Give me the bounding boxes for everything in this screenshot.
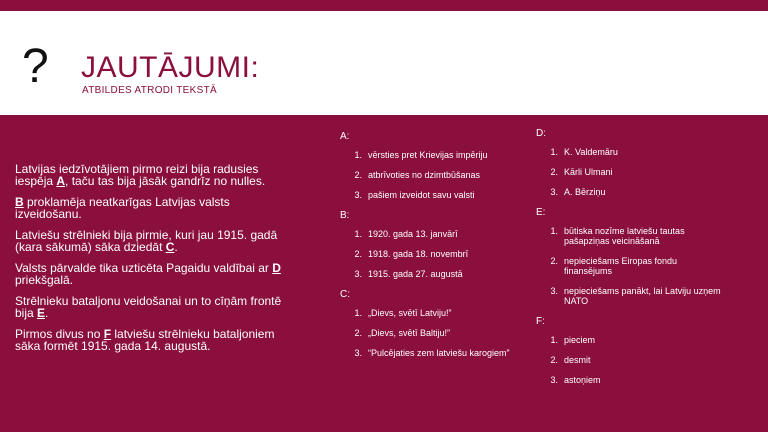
option-group-heading: D: [536, 128, 546, 139]
statement: B proklamēja neatkarīgas Latvijas valsts izveidošanu. [15, 195, 230, 221]
options-column-middle [340, 131, 520, 368]
option-item: 3. nepieciešams panākt, lai Latviju uzņem NATO [550, 286, 721, 306]
options-column-right [536, 128, 726, 395]
option-item: 1. K. Valdemāru [550, 147, 618, 157]
blank-letter: B [15, 195, 24, 209]
option-item: 1. 1920. gada 13. janvārī [354, 229, 458, 239]
statement: Pirmos divus no F latviešu strēlnieku bataljoniem sāka formēt 1915. gada 14. augustā. [15, 327, 275, 353]
blank-letter: D [272, 261, 281, 275]
statement: Valsts pārvalde tika uzticēta Pagaidu valdībai ar D priekšgalā. [15, 261, 281, 287]
option-item: 2. atbrīvoties no dzimtbūšanas [354, 170, 481, 180]
option-group-heading: C: [340, 289, 350, 300]
option-item: 2. Kārli Ulmani [550, 167, 613, 177]
slide-title: JAUTĀJUMI: [81, 51, 260, 84]
option-item: 3. 1915. gada 27. augustā [354, 269, 463, 279]
blank-letter: E [37, 306, 46, 320]
top-accent-band [0, 0, 768, 11]
option-item: 1. „Dievs, svētī Latviju!” [354, 308, 452, 318]
blank-letter: A [56, 174, 66, 188]
option-item: 2. desmit [550, 355, 591, 365]
option-item: 3. astoņiem [550, 375, 601, 385]
option-item: 3. pašiem izveidot savu valsti [354, 190, 475, 200]
statement: Latvijas iedzīvotājiem pirmo reizi bija radusies iespēja A, taču tas bija jāsāk gandrīz no nulles. [15, 162, 266, 188]
option-item: 3. “Pulcējaties zem latviešu karogiem” [354, 348, 510, 358]
option-item: 1. būtiska nozīme latviešu tautas pašapziņas veicināšanā [550, 226, 685, 246]
option-item: 1. pieciem [550, 335, 596, 345]
statement: Latviešu strēlnieki bija pirmie, kuri jau 1915. gadā (kara sākumā) sāka dziedāt C. [15, 228, 278, 254]
slide-subtitle: ATBILDES ATRODI TEKSTĀ [82, 85, 217, 96]
option-group-heading: E: [536, 207, 546, 218]
option-item: 3. A. Bērziņu [550, 187, 606, 197]
slide-header [0, 11, 768, 115]
question-mark-icon: ? [22, 40, 49, 93]
blank-letter: C [165, 240, 175, 254]
option-group-heading: B: [340, 210, 350, 221]
option-item: 2. 1918. gada 18. novembrī [354, 249, 469, 259]
blank-letter: F [103, 327, 112, 341]
option-group-heading: A: [340, 131, 350, 142]
option-group-heading: F: [536, 316, 545, 327]
statements-list [15, 163, 285, 361]
option-item: 1. vērsties pret Krievijas impēriju [354, 150, 488, 160]
option-item: 2. nepieciešams Eiropas fondu finansējums [550, 256, 678, 276]
statement: Strēlnieku bataljonu veidošanai un to cīņām frontē bija E. [15, 294, 282, 320]
option-item: 2. „Dievs, svētī Baltiju!” [354, 328, 451, 338]
